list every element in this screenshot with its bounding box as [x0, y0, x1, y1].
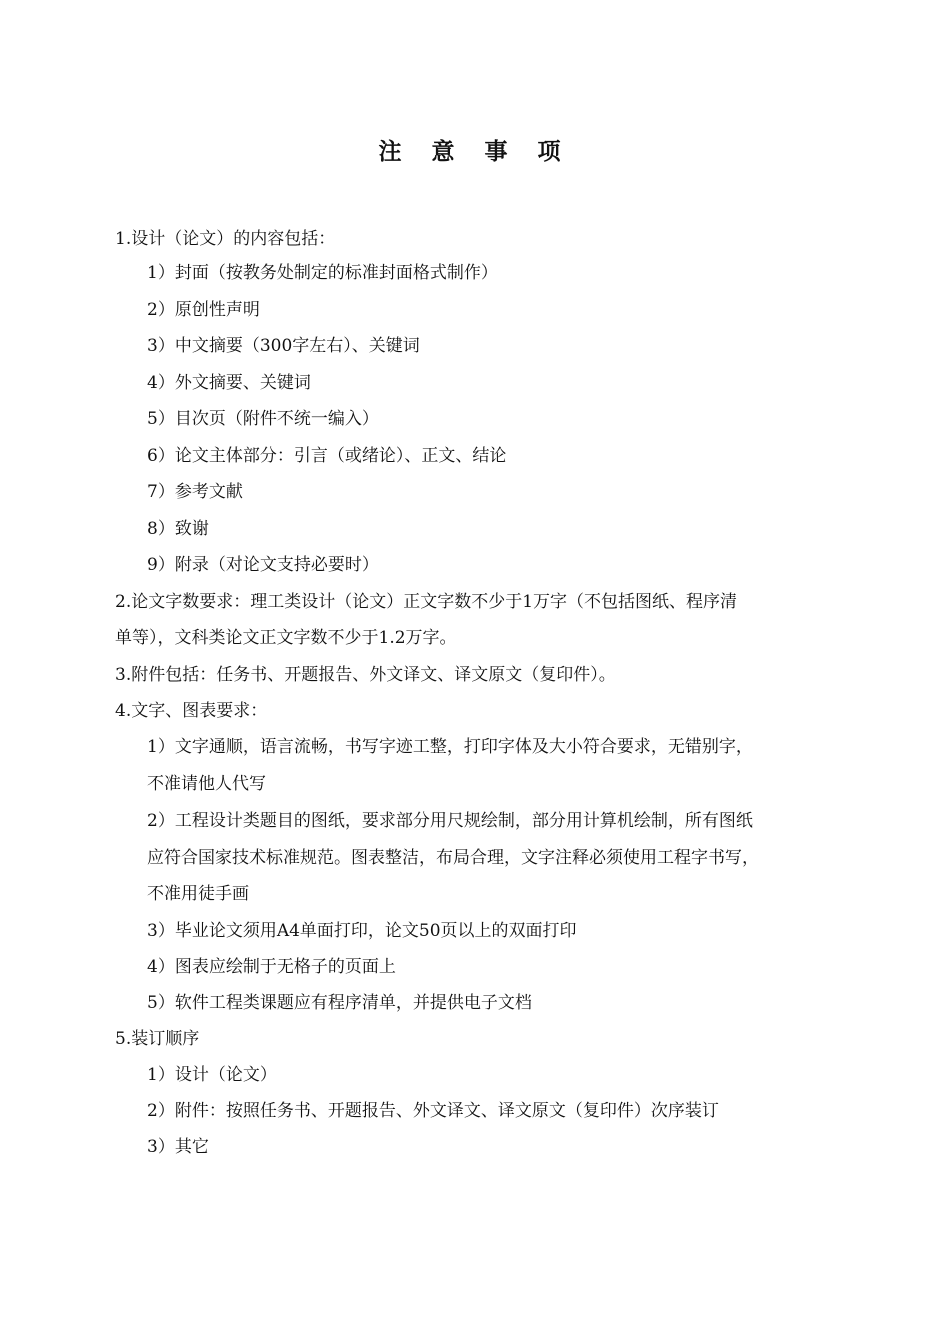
section-4-item-2-cont-1: 应符合国家技术标准规范。图表整洁，布局合理，文字注释必须使用工程字书写，	[147, 848, 759, 868]
section-1-item-8: 8）致谢	[147, 519, 209, 539]
section-5-item-1: 1）设计（论文）	[147, 1065, 277, 1085]
section-4-item-5: 5）软件工程类课题应有程序清单，并提供电子文档	[147, 993, 532, 1013]
section-1-item-1: 1）封面（按教务处制定的标准封面格式制作）	[147, 263, 498, 283]
section-4-item-1: 1）文字通顺，语言流畅，书写字迹工整，打印字体及大小符合要求，无错别字，	[147, 737, 753, 757]
section-5-heading: 5.装订顺序	[115, 1029, 200, 1049]
section-1-item-2: 2）原创性声明	[147, 300, 260, 320]
section-4-heading: 4.文字、图表要求：	[115, 701, 268, 721]
section-1-item-6: 6）论文主体部分：引言（或绪论）、正文、结论	[147, 446, 507, 466]
section-1-item-3: 3）中文摘要（300字左右）、关键词	[147, 336, 420, 356]
section-4-item-2: 2）工程设计类题目的图纸，要求部分用尺规绘制，部分用计算机绘制，所有图纸	[147, 811, 753, 831]
section-1-item-4: 4）外文摘要、关键词	[147, 373, 311, 393]
section-2-heading-line-2: 单等），文科类论文正文字数不少于1.2万字。	[115, 628, 457, 648]
section-4-item-4: 4）图表应绘制于无格子的页面上	[147, 957, 396, 977]
section-4-item-1-cont: 不准请他人代写	[147, 774, 266, 794]
section-1-item-7: 7）参考文献	[147, 482, 243, 502]
section-4-item-3: 3）毕业论文须用A4单面打印，论文50页以上的双面打印	[147, 921, 577, 941]
section-5-item-2: 2）附件：按照任务书、开题报告、外文译文、译文原文（复印件）次序装订	[147, 1101, 719, 1121]
section-1-heading: 1.设计（论文）的内容包括：	[115, 229, 336, 249]
section-1-item-5: 5）目次页（附件不统一编入）	[147, 409, 379, 429]
page-title: 注 意 事 项	[378, 139, 572, 165]
section-5-item-3: 3）其它	[147, 1137, 209, 1157]
section-3-heading: 3.附件包括：任务书、开题报告、外文译文、译文原文（复印件）。	[115, 665, 616, 685]
section-4-item-2-cont-2: 不准用徒手画	[147, 884, 249, 904]
section-2-heading-line-1: 2.论文字数要求：理工类设计（论文）正文字数不少于1万字（不包括图纸、程序清	[115, 592, 738, 612]
section-1-item-9: 9）附录（对论文支持必要时）	[147, 555, 379, 575]
